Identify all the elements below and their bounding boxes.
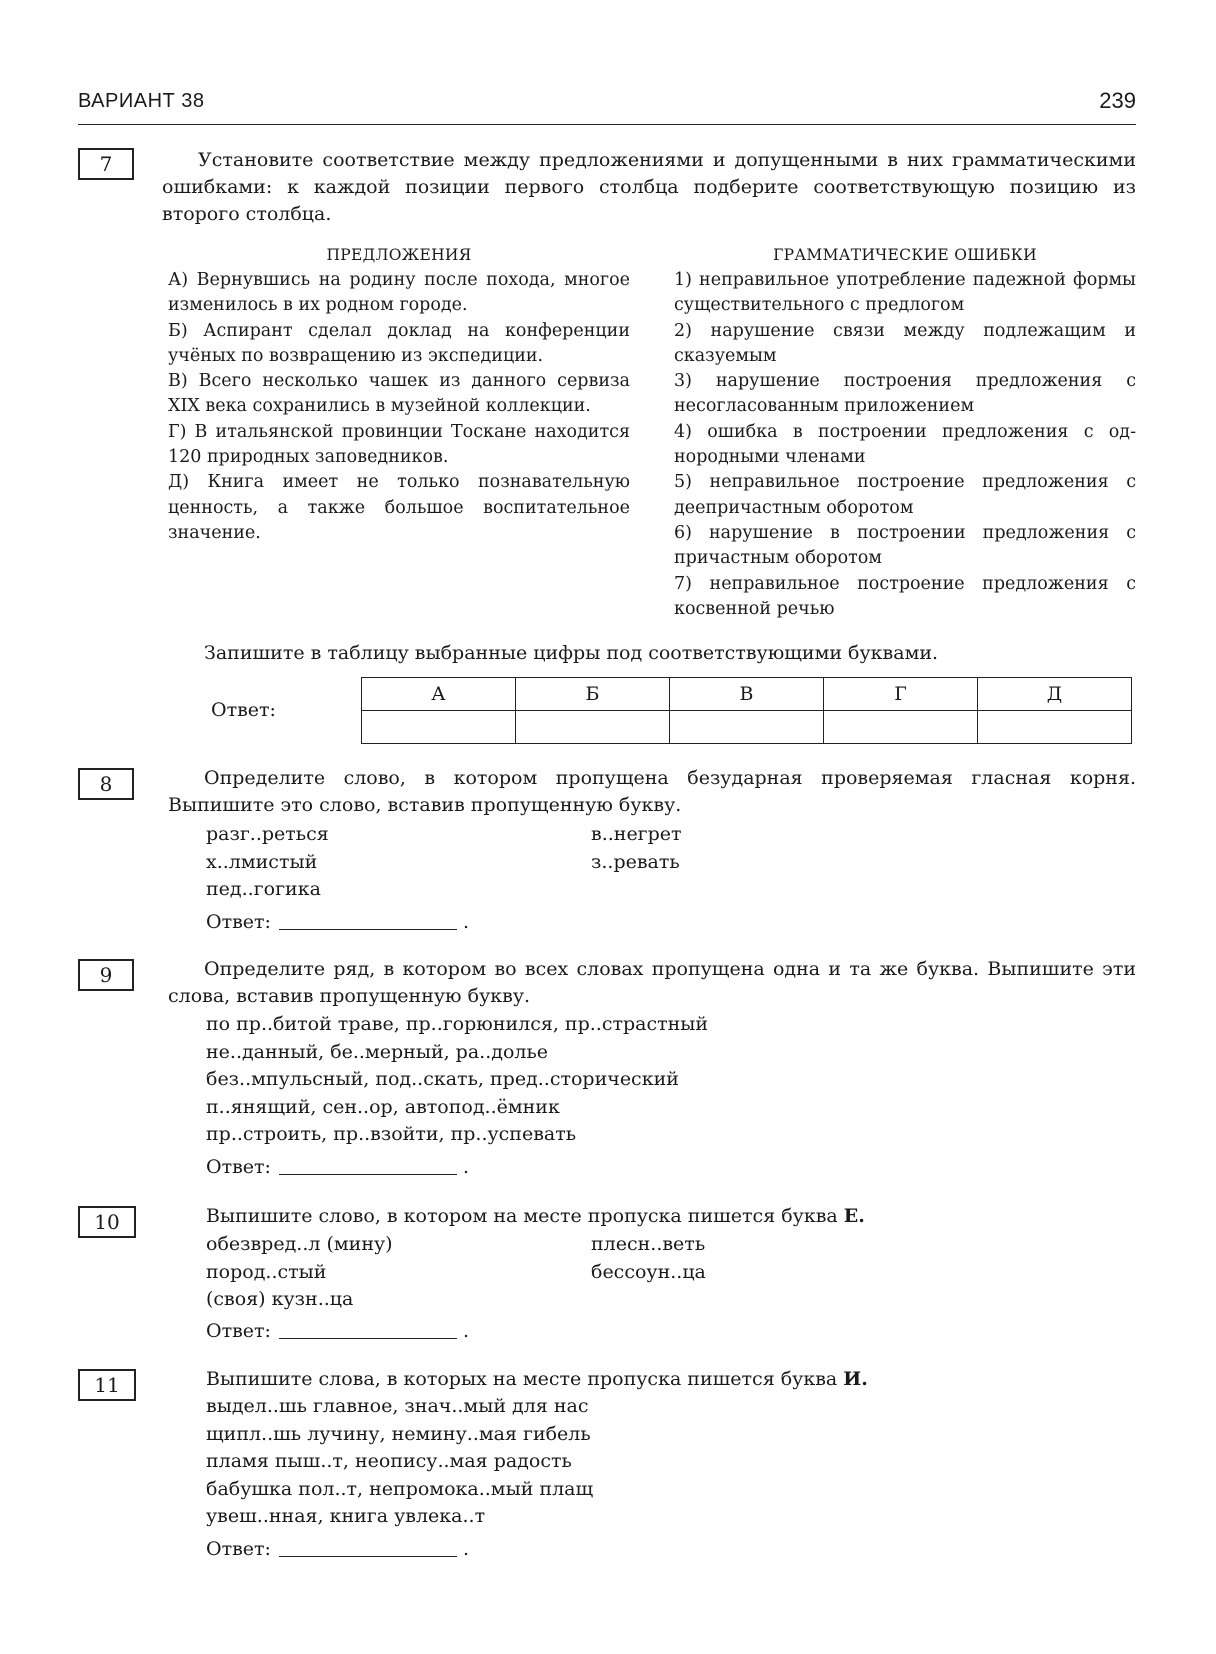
word-row: бабушка пол..т, непромока..мый плащ xyxy=(206,1477,594,1500)
page-number: 239 xyxy=(1099,88,1136,113)
task-7-intro: Установите соответствие между предложениями и допущенными в них грамматическими ошибками: к каждой позиции первого столбца подберите соответствующую позицию из второго столбца. xyxy=(162,149,1136,225)
word: з..ревать xyxy=(591,850,680,873)
task-number-11: 11 xyxy=(78,1369,136,1401)
task-10-words-right xyxy=(591,1231,706,1286)
word-row: выдел..шь главное, знач..мый для нас xyxy=(206,1395,589,1417)
sentence-a: А) Вернувшись на родину после похода, многое изменилось в их родном городе. xyxy=(168,270,630,316)
error-4: 4) ошибка в построении предложения с однородными членами xyxy=(674,421,1136,468)
sentence-d: Д) Книга имеет не только познавательную ценность, а также большое воспитательное значение. xyxy=(168,472,630,543)
word: (своя) кузн..ца xyxy=(206,1288,354,1310)
task-11-intro xyxy=(206,1366,868,1393)
error-7: 7) неправильное построение предложения с косвенной речью xyxy=(674,573,1136,619)
word-row: не..данный, бе..мерный, ра..долье xyxy=(206,1040,549,1063)
answer-line-9 xyxy=(206,1156,469,1178)
answer-letter-b: Б xyxy=(516,678,670,711)
answer-label: Ответ: xyxy=(206,911,271,933)
word: бессоун..ца xyxy=(591,1260,706,1283)
answer-line-8 xyxy=(206,911,469,933)
word: пед..гогика xyxy=(206,878,321,900)
answer-label-7: Ответ: xyxy=(211,699,276,721)
sentence-g: Г) В итальянской провинции Тоскане находится 120 природных заповедников. xyxy=(168,421,630,468)
answer-cell-d[interactable] xyxy=(978,711,1132,744)
answer-period: . xyxy=(463,1538,470,1560)
answer-blank[interactable] xyxy=(279,1156,457,1175)
word-row: по пр..битой траве, пр..горюнился, пр..страстный xyxy=(206,1013,709,1035)
task-8-words-right xyxy=(591,821,682,876)
answer-cell-a[interactable] xyxy=(362,711,516,744)
word: в..негрет xyxy=(591,823,682,845)
task-11-letter: И. xyxy=(843,1368,868,1390)
task-9-rows xyxy=(206,1011,708,1149)
answer-cell-g[interactable] xyxy=(824,711,978,744)
sentence-v: В) Всего несколько чашек из данного сервиза XIX века сохранились в музейной коллекции. xyxy=(168,371,630,417)
task-number-9: 9 xyxy=(78,959,134,991)
task-10-words-left xyxy=(206,1231,393,1314)
task-11-rows xyxy=(206,1393,593,1531)
table-instruction: Запишите в таблицу выбранные цифры под соответствующими буквами. xyxy=(204,642,939,664)
task-10-letter: Е. xyxy=(843,1205,865,1227)
error-5: 5) неправильное построение предложения с деепричастным оборотом xyxy=(674,472,1136,518)
word-row: пламя пыш..т, неопису..мая радость xyxy=(206,1450,572,1472)
sentence-b: Б) Аспирант сделал доклад на конференции учёных по возвращению из экспедиции. xyxy=(168,320,630,366)
answer-letter-v: В xyxy=(670,678,824,711)
word-row: пр..строить, пр..взойти, пр..успевать xyxy=(206,1123,577,1145)
error-2: 2) нарушение связи между подлежащим и сказуемым xyxy=(674,320,1136,366)
answer-blank[interactable] xyxy=(279,1538,457,1557)
error-1: 1) неправильное употребление падежной формы существительного с предлогом xyxy=(674,270,1136,316)
answer-table xyxy=(361,677,1132,744)
word: пород..стый xyxy=(206,1260,327,1283)
answer-cell-b[interactable] xyxy=(516,711,670,744)
word: обезвред..л (мину) xyxy=(206,1233,393,1255)
sentences-heading: ПРЕДЛОЖЕНИЯ xyxy=(326,246,472,264)
word: х..лмистый xyxy=(206,850,318,873)
task-10-intro xyxy=(206,1203,865,1230)
word-row: щипл..шь лучину, немину..мая гибель xyxy=(206,1422,591,1445)
answer-letter-a: А xyxy=(362,678,516,711)
task-10-intro-text: Выпишите слово, в котором на месте пропуска пишется буква xyxy=(206,1205,844,1227)
errors-heading: ГРАММАТИЧЕСКИЕ ОШИБКИ xyxy=(773,246,1037,264)
answer-period: . xyxy=(463,1320,470,1342)
answer-blank[interactable] xyxy=(279,911,457,930)
task-8-words-left xyxy=(206,821,329,904)
answer-letter-d: Д xyxy=(978,678,1132,711)
answer-period: . xyxy=(463,1156,470,1178)
task-11-intro-text: Выпишите слова, в которых на месте пропуска пишется буква xyxy=(206,1368,844,1390)
answer-line-10 xyxy=(206,1320,469,1342)
task-8-intro: Определите слово, в котором пропущена безударная проверяемая гласная корня. Выпишите это слово, вставив пропущенную букву. xyxy=(168,767,1136,816)
word-row: увеш..нная, книга увлека..т xyxy=(206,1505,486,1527)
task-number-10: 10 xyxy=(78,1206,136,1238)
header-rule xyxy=(78,124,1136,125)
answer-line-11 xyxy=(206,1538,469,1560)
answer-letter-g: Г xyxy=(824,678,978,711)
word-row: без..мпульсный, под..скать, пред..сторический xyxy=(206,1068,679,1090)
task-9-intro: Определите ряд, в котором во всех словах пропущена одна и та же буква. Выпишите эти слова, вставив пропущенную букву. xyxy=(168,958,1136,1007)
word: плесн..веть xyxy=(591,1233,706,1255)
task-number-8: 8 xyxy=(78,768,134,800)
sentences-column xyxy=(168,243,630,546)
word: разг..реться xyxy=(206,823,329,845)
answer-cell-v[interactable] xyxy=(670,711,824,744)
error-3: 3) нарушение построения предложения с несогласованным приложением xyxy=(674,371,1136,417)
task-number-7: 7 xyxy=(78,148,134,180)
answer-period: . xyxy=(463,911,470,933)
error-6: 6) нарушение в построении предложения с причастным оборотом xyxy=(674,522,1136,569)
answer-label: Ответ: xyxy=(206,1156,271,1178)
answer-blank[interactable] xyxy=(279,1320,457,1339)
running-header-variant: ВАРИАНТ 38 xyxy=(78,90,205,112)
errors-column xyxy=(674,243,1136,622)
answer-label: Ответ: xyxy=(206,1538,271,1560)
answer-label: Ответ: xyxy=(206,1320,271,1342)
word-row: п..янящий, сен..ор, автопод..ёмник xyxy=(206,1095,560,1118)
